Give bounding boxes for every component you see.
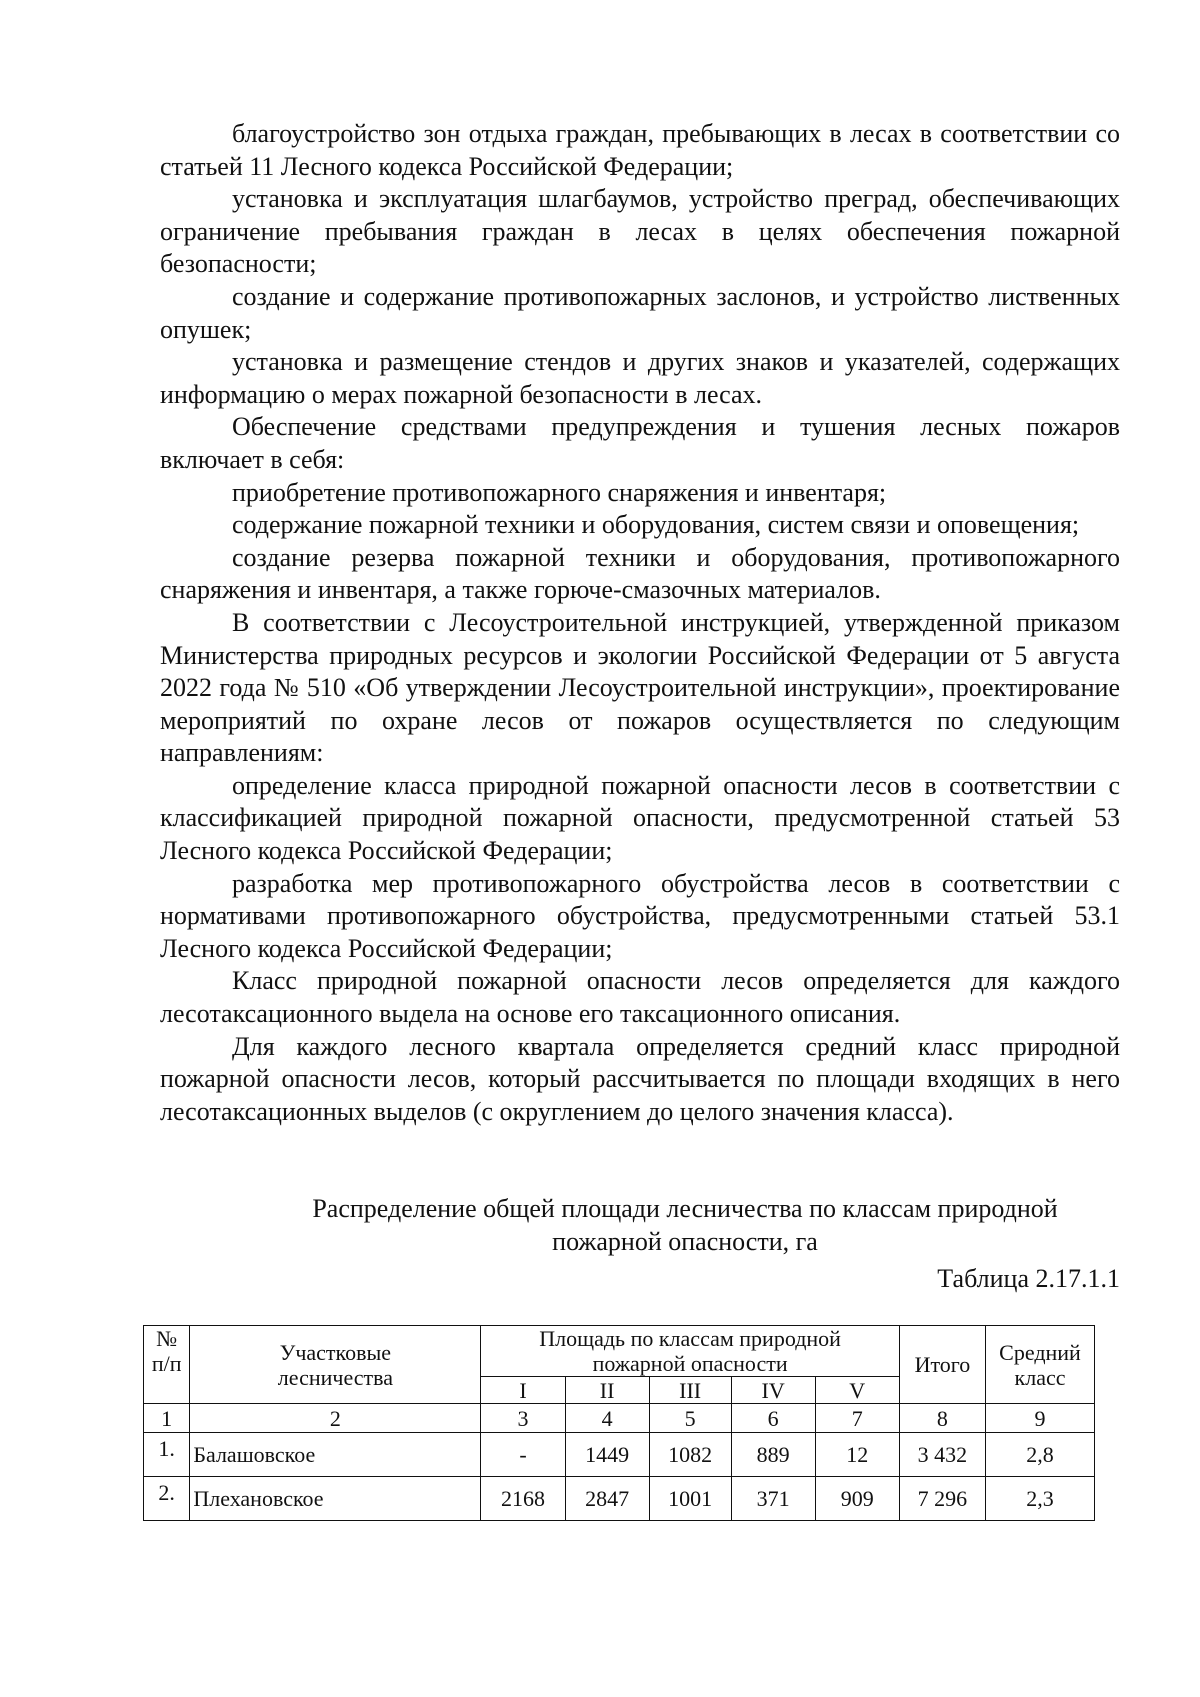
- paragraph: разработка мер противопожарного обустройства лесов в соответствии с нормативами противопожарного обустройства, предусмотренными статьей 53.1 Лесного кодекса Российской Федерации;: [160, 868, 1120, 963]
- area-total: 7 296: [899, 1477, 985, 1521]
- paragraph: благоустройство зон отдыха граждан, пребывающих в лесах в соответствии со статьей 11 Лесного кодекса Российской Федерации;: [160, 119, 1120, 181]
- area-class-iii: 1082: [649, 1433, 731, 1477]
- row-number: 2.: [144, 1477, 190, 1521]
- paragraph: приобретение противопожарного снаряжения и инвентаря;: [232, 477, 887, 507]
- area-class-i: -: [481, 1433, 565, 1477]
- table-title-line: Распределение общей площади лесничества по классам природной: [312, 1194, 1058, 1223]
- header-average-class: Средний класс: [986, 1326, 1095, 1404]
- area-total: 3 432: [899, 1433, 985, 1477]
- area-class-ii: 1449: [565, 1433, 649, 1477]
- table-title-line: пожарной опасности, га: [552, 1227, 818, 1256]
- header-class-i: I: [481, 1377, 565, 1404]
- column-number: 4: [565, 1404, 649, 1433]
- paragraph: установка и эксплуатация шлагбаумов, устройство преград, обеспечивающих ограничение пребывания граждан в лесах в целях обеспечения пожарной безопасности;: [160, 184, 1120, 279]
- column-number: 3: [481, 1404, 565, 1433]
- paragraph: создание резерва пожарной техники и оборудования, противопожарного снаряжения и инвентаря, а также горюче-смазочных материалов.: [160, 542, 1120, 605]
- table-number: Таблица 2.17.1.1: [937, 1264, 1120, 1293]
- average-class: 2,8: [986, 1433, 1095, 1477]
- header-total: Итого: [899, 1326, 985, 1404]
- header-class-v: V: [815, 1377, 899, 1404]
- paragraph: установка и размещение стендов и других знаков и указателей, содержащих информацию о мерах пожарной безопасности в лесах.: [160, 347, 1120, 409]
- header-class-ii: II: [565, 1377, 649, 1404]
- column-number: 8: [899, 1404, 985, 1433]
- table-title: [210, 1192, 1160, 1258]
- header-class-iv: IV: [731, 1377, 815, 1404]
- district-name: Балашовское: [190, 1433, 481, 1477]
- area-class-iii: 1001: [649, 1477, 731, 1521]
- column-number: 9: [986, 1404, 1095, 1433]
- paragraph: Обеспечение средствами предупреждения и тушения лесных пожаров включает в себя:: [160, 412, 1120, 474]
- row-number: 1.: [144, 1433, 190, 1477]
- paragraph: определение класса природной пожарной опасности лесов в соответствии с классификацией природной пожарной опасности, предусмотренной статьей 53 Лесного кодекса Российской Федерации;: [160, 770, 1120, 866]
- header-area: Площадь по классам природной пожарной опасности: [481, 1326, 899, 1377]
- header-index: № п/п: [144, 1326, 190, 1404]
- column-number: 2: [190, 1404, 481, 1433]
- average-class: 2,3: [986, 1477, 1095, 1521]
- header-row: [144, 1326, 1095, 1377]
- paragraph: В соответствии с Лесоустроительной инструкцией, утвержденной приказом Министерства природных ресурсов и экологии Российской Федерации от 5 августа 2022 года № 510 «Об утверждении Лесоустроительной инструкции», проектирование мероприятий по охране лесов от пожаров осуществляется по следующим направлениям:: [160, 607, 1120, 768]
- column-number: 1: [144, 1404, 190, 1433]
- column-number: 7: [815, 1404, 899, 1433]
- district-name: Плехановское: [190, 1477, 481, 1521]
- paragraph: создание и содержание противопожарных заслонов, и устройство лиственных опушек;: [160, 281, 1120, 344]
- fire-class-table: [143, 1325, 1095, 1521]
- area-class-iv: 889: [731, 1433, 815, 1477]
- table-row: [144, 1433, 1095, 1477]
- header-district: Участковые лесничества: [190, 1326, 481, 1404]
- column-number-row: [144, 1404, 1095, 1433]
- paragraph: Для каждого лесного квартала определяется средний класс природной пожарной опасности лесов, который рассчитывается по площади входящих в него лесотаксационных выделов (с округлением до целого значения класса).: [160, 1031, 1120, 1126]
- area-class-i: 2168: [481, 1477, 565, 1521]
- column-number: 6: [731, 1404, 815, 1433]
- area-class-iv: 371: [731, 1477, 815, 1521]
- area-class-v: 909: [815, 1477, 899, 1521]
- area-class-v: 12: [815, 1433, 899, 1477]
- area-class-ii: 2847: [565, 1477, 649, 1521]
- paragraph: Класс природной пожарной опасности лесов определяется для каждого лесотаксационного выдела на основе его таксационного описания.: [160, 966, 1120, 1029]
- table-row: [144, 1477, 1095, 1521]
- paragraph: содержание пожарной техники и оборудования, систем связи и оповещения;: [232, 510, 1080, 540]
- column-number: 5: [649, 1404, 731, 1433]
- header-class-iii: III: [649, 1377, 731, 1404]
- document-body: [160, 118, 1120, 1128]
